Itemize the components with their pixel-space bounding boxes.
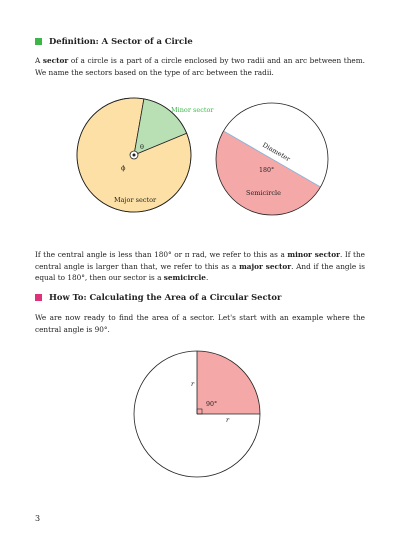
section-heading-definition	[35, 36, 193, 46]
term-major-sector: major sector	[239, 261, 292, 271]
text-run: If the central angle is less than 180° or π rad, we refer to this as a	[35, 250, 288, 259]
minor-sector-label: Minor sector	[171, 106, 214, 114]
heading-text: Definition: A Sector of a Circle	[49, 36, 193, 46]
text-run: of a circle is a part of a circle enclosed by two radii and an arc between them. We name the sectors based on the type of arc between the radii.	[35, 56, 365, 77]
theta-label: θ	[140, 143, 144, 151]
angle-180-label: 180°	[259, 167, 275, 174]
major-sector-label: Major sector	[114, 196, 157, 204]
definition-paragraph	[35, 55, 365, 78]
sector-figure	[0, 96, 400, 246]
semicircle-label: Semicircle	[246, 189, 281, 197]
quarter-sector-figure	[0, 348, 400, 488]
sector-types-paragraph	[35, 249, 365, 284]
text-run: .	[205, 273, 209, 282]
phi-label: ϕ	[121, 164, 126, 172]
text-run: We are now ready to find the area of a sector. Let's start with an example where the central angle is 90°.	[35, 313, 365, 334]
text-run: A	[35, 56, 43, 65]
radius-label-vertical: r	[191, 380, 195, 388]
center-mark-inner	[133, 154, 136, 157]
green-square-icon	[35, 38, 42, 45]
text-run: . If the central angle is larger than that, we refer to this as a	[35, 250, 366, 271]
area-intro-paragraph	[35, 312, 365, 335]
page-number: 3	[35, 514, 41, 523]
angle-90-label: 90°	[206, 401, 218, 408]
pink-square-icon	[35, 294, 42, 301]
radius-label-horizontal: r	[226, 416, 230, 424]
text-run: . And if the angle is equal to 180°, then our sector is a	[35, 261, 366, 282]
section-heading-how-to	[35, 292, 281, 302]
term-semicircle: semicircle	[163, 273, 206, 282]
diameter-label: Diameter	[261, 140, 292, 164]
heading-text: How To: Calculating the Area of a Circular Sector	[49, 292, 282, 302]
term-sector: sector	[42, 56, 69, 65]
term-minor-sector: minor sector	[287, 250, 340, 259]
